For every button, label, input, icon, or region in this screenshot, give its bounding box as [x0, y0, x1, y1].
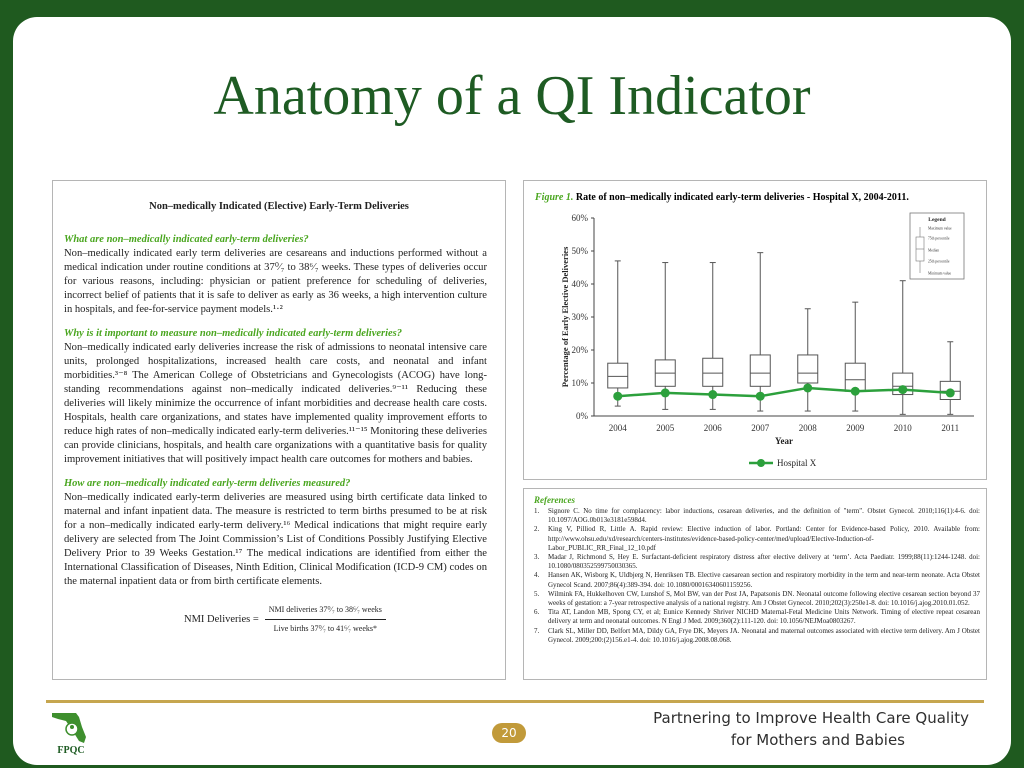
formula-denominator: Live births 37⁰⁄₇ to 41⁶⁄₇ weeks* [273, 624, 377, 633]
y-tick-label: 40% [571, 279, 588, 289]
fpqc-logo [46, 707, 96, 755]
section-text: Non–medically indicated early term deliveries are cesareans and inductions performed without a medical indication under routine conditions at 37⁰⁄₇ to 38⁶⁄₇ weeks. These types of deliveries occur for various reasons, including: physician or patient preference for scheduling of deliveries, incorrect belief of patients that it is safe to deliver as early as 36 weeks, a high intervention culture in hospitals, and fee-for-service payment models.¹·² [64, 248, 487, 315]
figure-panel [523, 180, 987, 480]
formula-label: NMI Deliveries = [184, 613, 259, 625]
slide-title: Anatomy of a QI Indicator [213, 65, 811, 127]
y-tick-label: 20% [571, 345, 588, 355]
footer-tagline [573, 707, 969, 751]
box-plot-chart [524, 181, 986, 479]
section-question: Why is it important to measure non–medically indicated early-term deliveries? [64, 328, 403, 339]
formula-numerator: NMI deliveries 37⁰⁄₇ to 38⁶⁄₇ weeks [265, 603, 386, 620]
x-tick-label: 2006 [703, 423, 722, 433]
x-tick-label: 2008 [798, 423, 817, 433]
reference-item [534, 608, 980, 626]
reference-item [534, 571, 980, 589]
reference-item [534, 507, 980, 525]
figure-label: Figure 1. [535, 192, 574, 203]
y-tick-label: 10% [571, 378, 588, 388]
x-tick-label: 2010 [893, 423, 912, 433]
series-point [708, 390, 717, 399]
x-tick-label: 2009 [846, 423, 865, 433]
box-legend-entry: 25th percentile [928, 259, 950, 264]
box-iqr [703, 358, 723, 386]
footer-rule [46, 700, 984, 703]
reference-number: 4. [534, 571, 540, 580]
reference-text: Hansen AK, Wisborg K, Uldbjerg N, Henriksen TB. Elective caesarean section and respiratory morbidity in the term and near-term neonate. Acta Obstet Gynecol Scand. 2007;86(4):389-394. doi: 10.1080/00016340601159256. [548, 571, 980, 589]
references-panel [523, 488, 987, 680]
indicator-document [52, 180, 506, 680]
section-text: Non–medically indicated early deliveries increase the risk of admissions to neonatal intensive care units, prolonged hospitalizations, increased health care costs, and neonatal and infant morbidities.³⁻⁸ The American College of Obstetricians and Gynecologists (ACOG) have long-standing recommendations against non–medically indicated deliveries.⁹⁻¹¹ Reducing these deliveries will likely minimize the occurrence of infant morbidities and decrease health care costs. Hospitals, health care organizations, and states have implemented quality improvement efforts to reduce high rates of non–medically indicated early-term deliveries.¹¹⁻¹⁵ Monitoring these deliveries can provide clinicians, hospitals, and health care organizations with a quantitative basis for quality improvement initiatives that will positively impact health care outcomes for mothers and babies. [64, 342, 487, 465]
section-question: What are non–medically indicated early-term deliveries? [64, 234, 309, 245]
section-text: Non–medically indicated early-term deliveries are measured using birth certificate data linked to maternal and infant inpatient data. The measure is restricted to term births presumed to be at risk for a non–medically indicated early-term delivery.¹⁶ Medical indications that might require early delivery are selected from The Joint Commission’s List of Conditions Possibly Justifying Elective Delivery Prior to 39 Weeks Gestation.¹⁷ The medical indications are identified from either the International Classification of Diseases, Ninth Edition, Clinical Modification (ICD-9 CM) codes on the maternal inpatient data or from birth certificate elements. [64, 492, 487, 587]
indicator-formula [184, 603, 487, 636]
series-point [946, 388, 955, 397]
logo-text: FPQC [57, 745, 85, 755]
reference-text: Tita AT, Landon MB, Spong CY, et al; Eunice Kennedy Shriver NICHD Maternal-Fetal Medicine Units Network. Timing of elective repeat cesarean delivery at term and neonatal outcomes. N Engl J Med. 2009;360(2):111-120. doi: 10.1056/NEJMoa0803267. [548, 608, 980, 626]
series-point [756, 392, 765, 401]
x-tick-label: 2004 [608, 423, 627, 433]
reference-text: King V, Pilliod R, Little A. Rapid review: Elective induction of labor. Portland: Center for Evidence-based Policy, 2010. Available from: http://www.ohsu.edu/xd/research/centers-institutes/evidence-based-policy-center/med/upload/Elective-Induction-of-Labor_PUBLIC_RR_Final_12_10.pdf [548, 525, 980, 552]
series-point [898, 385, 907, 394]
legend-label: Hospital X [777, 458, 817, 468]
legend-marker [757, 459, 765, 467]
x-axis-label: Year [775, 436, 793, 446]
reference-item [534, 627, 980, 645]
box-iqr [798, 355, 818, 383]
y-tick-label: 60% [571, 213, 588, 223]
x-tick-label: 2011 [941, 423, 960, 433]
series-point [613, 392, 622, 401]
reference-number: 7. [534, 626, 540, 635]
box-legend-entry: Maximum value [928, 226, 952, 231]
reference-number: 1. [534, 507, 540, 515]
section-question: How are non–medically indicated early-term deliveries measured? [64, 478, 351, 489]
box-legend-entry: 75th percentile [928, 236, 950, 241]
series-point [661, 388, 670, 397]
y-tick-label: 0% [576, 411, 588, 421]
footer-line-1: Partnering to Improve Health Care Quality [653, 709, 969, 727]
reference-text: Clark SL, Miller DD, Belfort MA, Dildy GA, Frye DK, Meyers JA. Neonatal and maternal outcomes associated with elective term delivery. Am J Obstet Gynecol. 2009;200:(2)156.e1-4. doi: 10.1016/j.ajog.2008.08.068. [548, 626, 980, 644]
y-tick-label: 30% [571, 312, 588, 322]
box-iqr [750, 355, 770, 386]
page-number: 20 [492, 723, 526, 743]
series-point [803, 383, 812, 392]
references-title: References [534, 495, 575, 505]
reference-text: Wilmink FA, Hukkelhoven CW, Lunshof S, Mol BW, van der Post JA, Papatsonis DN. Neonatal outcome following elective cesarean section beyond 37 weeks of gestation: a 7-year retrospective analysis of a national registry. Am J Obstet Gynecol. 2010;202(3):250e1-8. doi: 10.1016/j.ajog.2010.01.052. [548, 589, 980, 608]
y-tick-label: 50% [571, 246, 588, 256]
box-legend-title: Legend [928, 217, 946, 223]
formula-fraction [265, 603, 386, 636]
y-axis-label: Percentage of Early Elective Deliveries [560, 246, 570, 388]
x-tick-label: 2007 [751, 423, 770, 433]
reference-number: 3. [534, 553, 540, 562]
series-point [851, 387, 860, 396]
figure-caption: Rate of non–medically indicated early-term deliveries - Hospital X, 2004-2011. [575, 192, 909, 203]
reference-item [534, 590, 980, 608]
box-legend-entry: Minimum value [928, 271, 952, 276]
document-body [64, 233, 487, 636]
reference-number: 5. [534, 589, 540, 598]
footer-line-2: for Mothers and Babies [730, 731, 905, 749]
x-tick-label: 2005 [656, 423, 675, 433]
document-title: Non–medically Indicated (Elective) Early-Term Deliveries [149, 201, 409, 212]
reference-item [534, 553, 980, 571]
reference-number: 2. [534, 525, 540, 534]
box-iqr [608, 363, 628, 388]
reference-item [534, 525, 980, 553]
reference-text: Madar J, Richmond S, Hey E. Surfactant-deficient respiratory distress after elective delivery at ‘term’. Acta Paediatr. 1999;88(11):1244-1248. doi: 10.1080/080352599750030365. [548, 553, 980, 571]
slide [13, 17, 1011, 765]
box-legend-entry: Median [928, 248, 939, 253]
references-list [534, 507, 980, 645]
reference-number: 6. [534, 608, 540, 617]
reference-text: Signore C. No time for complacency: labor inductions, cesarean deliveries, and the definition of "term". Obstet Gynecol. 2010;116(1):4-6. doi: 10.1097/AOG.0b013e3181e598d4. [548, 507, 980, 525]
